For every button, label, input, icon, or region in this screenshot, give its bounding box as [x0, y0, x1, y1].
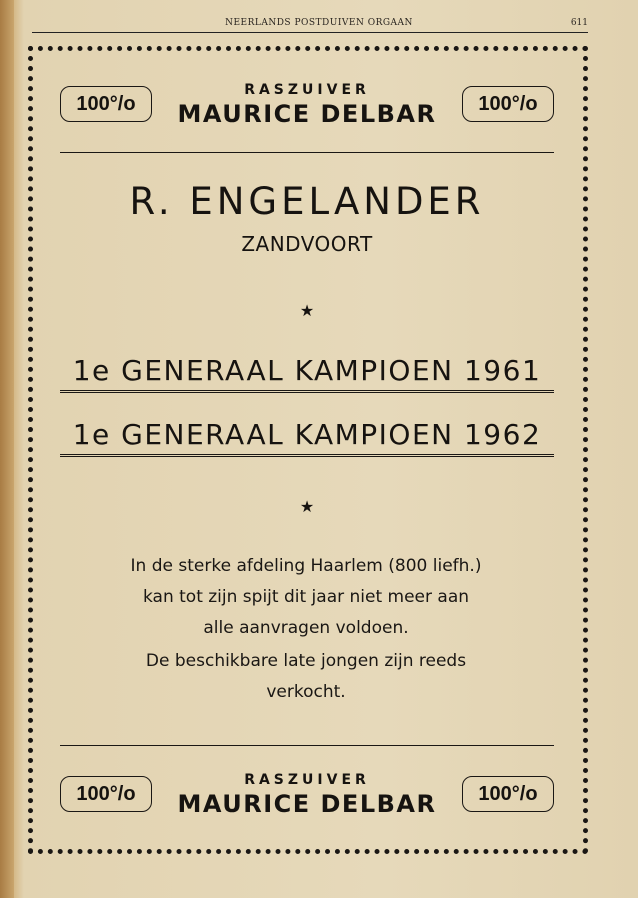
body-line: alle aanvragen voldoen.: [203, 618, 409, 638]
top-banner: [60, 78, 554, 136]
bottom-strain-name: MAURICE DELBAR: [177, 790, 437, 818]
bottom-right-percentage-badge: 100°/o: [462, 776, 554, 812]
body-paragraph-availability: [96, 551, 516, 644]
bottom-tagline: RASZUIVER: [244, 772, 370, 788]
body-line: De beschikbare late jongen zijn reeds: [145, 651, 467, 671]
header-rule: [32, 32, 588, 33]
top-tagline: RASZUIVER: [244, 82, 370, 98]
champion-title-1961: 1e GENERAAL KAMPIOEN 1961: [72, 354, 542, 387]
page-number: 611: [570, 18, 588, 28]
running-title: NEERLANDS POSTDUIVEN ORGAAN: [225, 18, 413, 28]
star-ornament-top: ★: [299, 301, 315, 320]
body-line: In de sterke afdeling Haarlem (800 liefh.): [130, 556, 482, 576]
title-underline-1961: [60, 390, 554, 393]
champion-title-1962: 1e GENERAAL KAMPIOEN 1962: [72, 418, 542, 451]
page-binding-edge: [0, 0, 14, 898]
body-paragraph-sold: [96, 646, 516, 708]
bottom-banner: [60, 768, 554, 826]
body-line: verkocht.: [266, 682, 346, 702]
top-left-percentage-badge: 100°/o: [60, 86, 152, 122]
body-line: kan tot zijn spijt dit jaar niet meer aan: [142, 587, 470, 607]
bottom-left-percentage-badge: 100°/o: [60, 776, 152, 812]
star-ornament-bottom: ★: [299, 497, 315, 516]
advertiser-town: ZANDVOORT: [241, 232, 373, 256]
lower-divider: [60, 745, 554, 746]
upper-divider: [60, 152, 554, 153]
top-strain-name: MAURICE DELBAR: [177, 100, 437, 128]
advertiser-name: R. ENGELANDER: [129, 180, 485, 223]
top-right-percentage-badge: 100°/o: [462, 86, 554, 122]
title-underline-1962: [60, 454, 554, 457]
